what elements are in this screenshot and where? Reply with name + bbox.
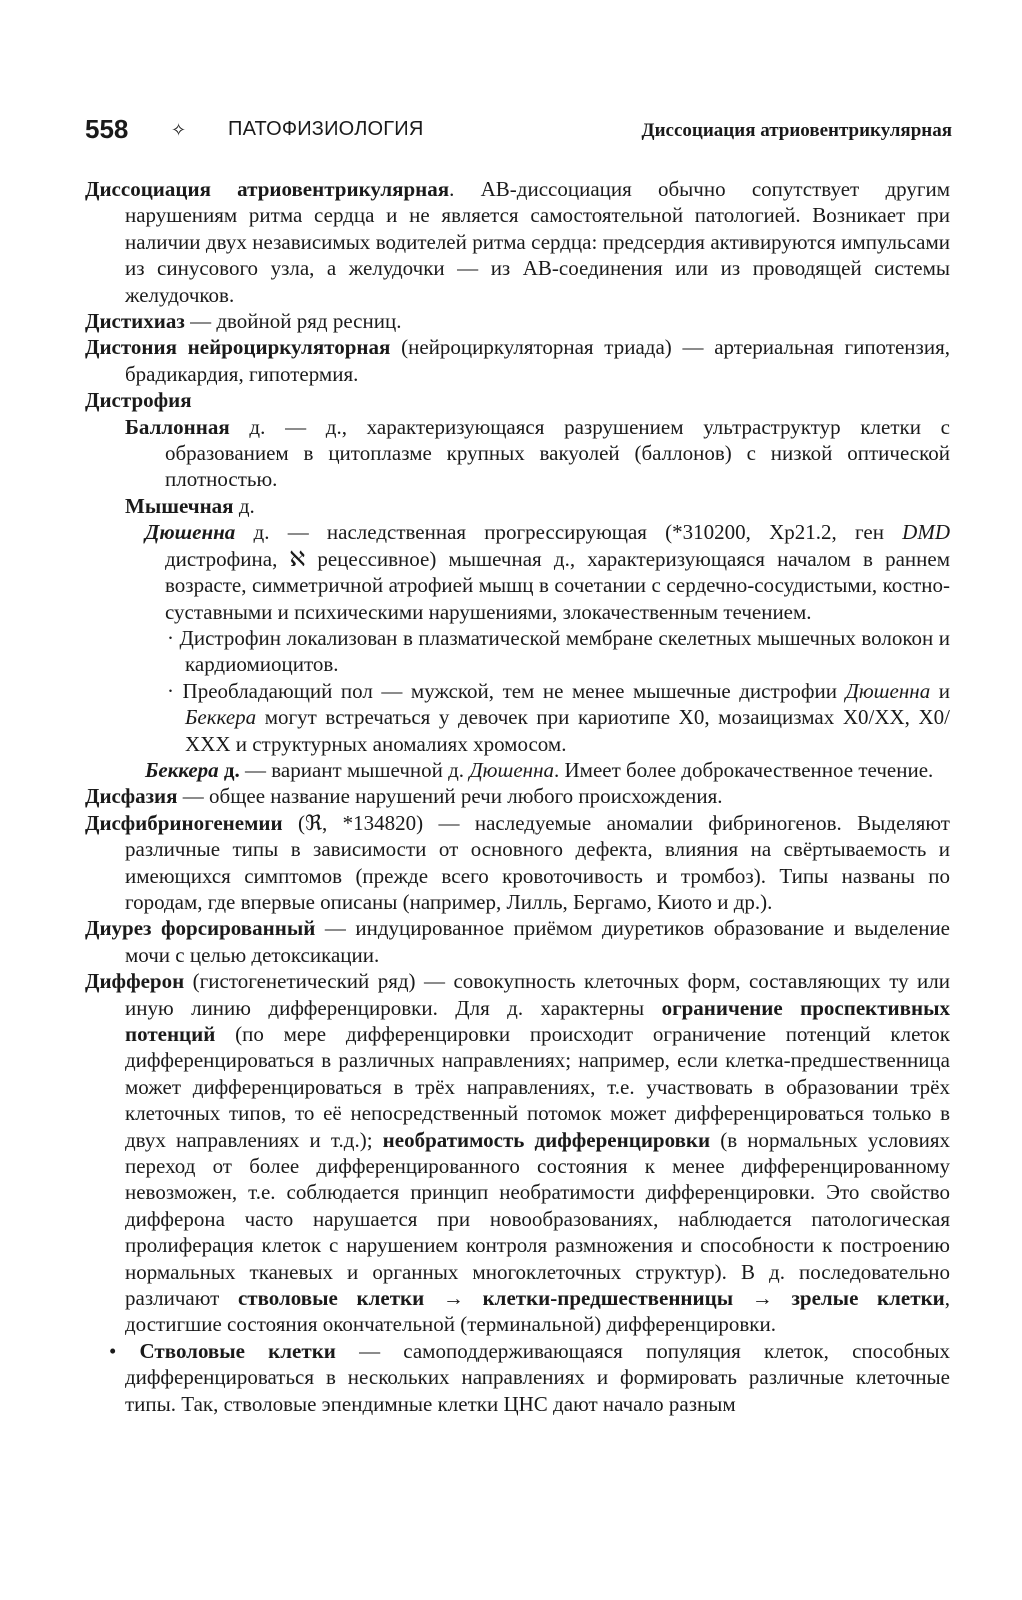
entry-differon xyxy=(85,968,950,1338)
subentry-term: Беккера xyxy=(145,757,219,782)
entry-text: — индуцированное приёмом диуретиков образование и выделение мочи с целью детоксикации. xyxy=(125,916,951,967)
entry-text: — общее название нарушений речи любого происхождения. xyxy=(177,784,723,809)
bullet-icon: • xyxy=(109,1338,117,1363)
entry-forced-diuresis xyxy=(85,915,950,968)
bold-phrase: необратимость дифференцировки xyxy=(382,1127,711,1152)
becker-subentry-wrap xyxy=(85,757,950,783)
subentry-term: Дюшенна xyxy=(145,520,236,545)
entry-text: (ℜ, *134820) — наследуемые аномалии фибриногенов. Выделяют различные типы в зависимости от основного дефекта, влияния на свёртываемость и имеющихся симптомов (прежде всего кровоточивость и тромбоз). Типы названы по городам, где впервые описаны (например, Лилль, Бергамо, Киото и др.). xyxy=(125,810,950,914)
subentry-term: Баллонная xyxy=(125,414,230,439)
subentry-text: д. — д., характеризующаяся разрушением ультраструктур клетки с образованием в цитоплазме крупных вакуолей (баллонов) с низкой оптической плотностью. xyxy=(165,414,950,492)
entry-distichiasis xyxy=(85,308,950,334)
bullet-text: Дистрофин локализован в плазматической мембране скелетных мышечных волокон и кардиомиоцитов. xyxy=(179,625,950,677)
subentry-text: д. xyxy=(233,493,255,518)
arrow-icon: → xyxy=(424,1286,483,1311)
gene-name: DMD xyxy=(902,520,950,545)
entry-text: , достигшие состояния окончательной (терминальной) дифференцировки. xyxy=(125,1286,951,1337)
diamond-icon: ✧ xyxy=(171,120,187,141)
bullet-item: · Дистрофин локализован в плазматической мембране скелетных мышечных волокон и кардиомиоцитов. xyxy=(167,625,950,677)
bullet-text: могут встречаться у девочек при кариотипе Х0, мозаицизмах Х0/ХХ, Х0/ХХХ и структурных аномалиях хромосом. xyxy=(185,705,950,756)
subentry-text: . Имеет более доброкачественное течение. xyxy=(554,757,934,782)
eponym: Дюшенна xyxy=(845,678,931,703)
entry-dysfibrinogenemia xyxy=(85,810,950,916)
entry-text: (гистогенетический ряд) — совокупность клеточных форм, составляющих ту или иную линию дифференцировки. Для д. характерны xyxy=(125,969,950,1020)
subentry-term: Мышечная xyxy=(125,493,234,518)
entry-term: Дисфазия xyxy=(85,784,178,809)
entry-term: Диссоциация атриовентрикулярная xyxy=(85,177,450,201)
bold-phrase: зрелые клетки xyxy=(791,1286,945,1311)
entry-text: — двойной ряд ресниц. xyxy=(184,309,402,334)
page-number: 558 xyxy=(85,114,129,144)
bold-phrase: ограничение проспективных потенций xyxy=(125,995,950,1046)
entry-term: Дистрофия xyxy=(85,388,192,413)
eponym: Беккера xyxy=(185,705,257,730)
entry-dysphasia xyxy=(85,783,950,809)
subentry-duchenne xyxy=(145,519,950,625)
entry-term: Дистония нейроциркуляторная xyxy=(85,335,391,360)
entry-dissociation xyxy=(85,176,950,308)
entry-term: Диурез форсированный xyxy=(85,916,316,941)
subentry-text: д. — наследственная прогрессирующая (*310200, Xp21.2, ген xyxy=(235,520,903,545)
subentry-balloon xyxy=(125,414,950,493)
bullet-text: — самоподдерживающаяся популяция клеток, способных дифференцироваться в нескольких направлениях и формировать различные клеточные типы. Так, стволовые эпендимные клетки ЦНС дают начало разным xyxy=(125,1338,950,1416)
arrow-icon: → xyxy=(733,1286,792,1311)
subentry-text: дистрофина, ℵ рецессивное) мышечная д., характеризующаяся началом в раннем возрасте, симметричной атрофией мышц в сочетании с сердечно-сосудистыми, костно-суставными и психическими нарушениями, злокачественным течением. xyxy=(165,546,950,624)
bullet-text: и xyxy=(930,678,950,703)
entry-dystonia xyxy=(85,334,950,387)
entry-dystrophy xyxy=(85,387,950,413)
entry-text: (в нормальных условиях переход от более дифференцированного состояния к менее дифференцированному невозможен, т.е. соблюдается принцип необратимости дифференцировки. Это свойство дифферона часто нарушается при новообразованиях, наблюдается патологическая пролиферация клеток с нарушением контроля размножения и способности к построению нормальных тканевых и органных многоклеточных структур). В д. последовательно различают xyxy=(125,1127,950,1311)
muscle-subentries xyxy=(85,519,950,625)
book-title: ПАТОФИЗИОЛОГИЯ xyxy=(228,118,424,140)
entry-term: Дисфибриногенемии xyxy=(85,810,283,835)
bullet-text: Преобладающий пол — мужской, тем не менее мышечные дистрофии xyxy=(182,678,846,703)
subentry-suffix: д. xyxy=(218,757,240,782)
page-header xyxy=(85,114,952,148)
bullet-item: · Преобладающий пол — мужской, тем не менее мышечные дистрофии Дюшенна и Беккера могут встречаться у девочек при кариотипе Х0, мозаицизмах Х0/ХХ, Х0/ХХХ и структурных аномалиях хромосом. xyxy=(167,678,950,756)
bullet-item xyxy=(85,1338,950,1417)
dystrophy-subentries xyxy=(85,414,950,520)
entry-text: (нейроциркуляторная триада) — артериальная гипотензия, брадикардия, гипотермия. xyxy=(125,335,950,386)
subentry-text: — вариант мышечной д. xyxy=(239,757,470,782)
bold-phrase: стволовые клетки xyxy=(237,1286,425,1311)
bold-phrase: клетки-предшественницы xyxy=(482,1286,734,1311)
page-body xyxy=(85,176,950,1417)
running-head: Диссоциация атриовентрикулярная xyxy=(641,120,952,141)
eponym: Дюшенна xyxy=(469,757,554,782)
entry-term: Дифферон xyxy=(85,969,185,994)
entry-term: Дистихиаз xyxy=(85,309,185,334)
bullet-term: Стволовые клетки xyxy=(139,1338,336,1363)
subentry-becker xyxy=(145,757,950,783)
entry-text: . АВ-диссоциация обычно сопутствует другим нарушениям ритма сердца и не является самостоятельной патологией. Возникает при наличии двух независимых водителей ритма сердца: предсердия активируются импульсами из синусового узла, а желудочки — из АВ-соединения или из проводящей системы желудочков. xyxy=(125,177,950,307)
entry-text: (по мере дифференцировки происходит ограничение потенций клеток дифференцироваться в различных направлениях; например, если клетка-предшественница может дифференцироваться в трёх направлениях, т.е. участвовать в образовании трёх клеточных типов, то её непосредственный потомок может дифференцироваться только в двух направлениях и т.д.); xyxy=(125,1022,950,1152)
subentry-muscle xyxy=(125,493,950,519)
